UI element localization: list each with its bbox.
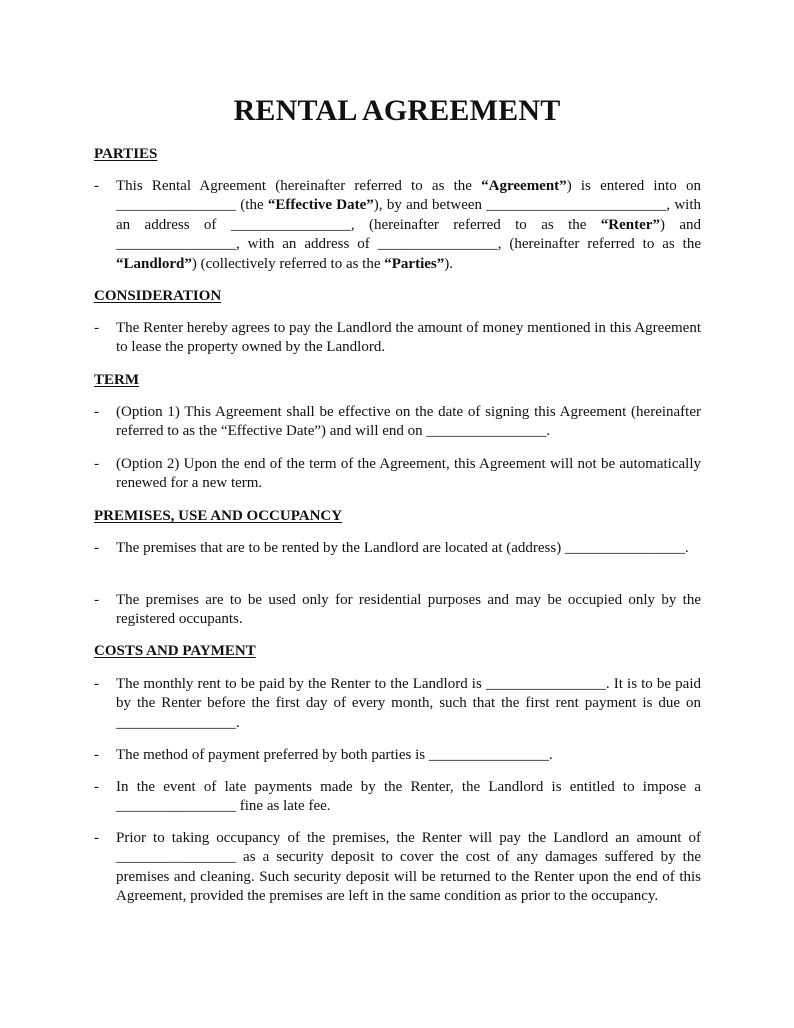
list-item-payment-method: [94, 746, 701, 765]
blank-line: ________________: [377, 236, 498, 253]
payment-method-paragraph: The method of payment preferred by both parties is ________________.: [116, 747, 553, 763]
bullet-dash: -: [94, 830, 99, 846]
list-item-term-option-2: [94, 455, 701, 494]
blank-line: ________________: [116, 849, 236, 866]
section-heading-premises: PREMISES, USE AND OCCUPANCY: [94, 508, 343, 524]
blank-line: ________________: [116, 197, 236, 214]
bullet-dash: -: [94, 592, 99, 608]
term-option-1-paragraph: (Option 1) This Agreement shall be effective on the date of signing this Agreement (hereinafter referred to as the “Effective Date”) and will end on ________________.: [116, 404, 701, 440]
bullet-dash: -: [94, 404, 99, 420]
bullet-dash: -: [94, 540, 99, 556]
section-heading-term: TERM: [94, 372, 139, 388]
list-item-parties: [94, 177, 701, 274]
list-item-premises-location: [94, 539, 701, 558]
blank-line: ________________: [116, 798, 236, 815]
list-item-premises-use: [94, 591, 701, 630]
list-item-security-deposit: [94, 829, 701, 907]
blank-line: ________________: [485, 676, 606, 692]
bullet-dash: -: [94, 456, 99, 472]
list-item-consideration: [94, 319, 701, 358]
security-deposit-paragraph: Prior to taking occupancy of the premises, the Renter will pay the Landlord an amount of ________________ as a security deposit to cover the cost of any damages suffered by the premises and cleaning. Such security deposit will be returned to the Renter upon the end of this Agreement, provided the premises are left in the same condition as prior to the occupancy.: [116, 830, 701, 905]
bullet-dash: -: [94, 320, 99, 336]
list-item-term-option-1: [94, 403, 701, 442]
blank-line: ________________________: [486, 197, 667, 214]
bullet-dash: -: [94, 676, 99, 692]
blank-line: ________________: [428, 747, 549, 763]
list-item-monthly-rent: [94, 675, 701, 733]
blank-line: ________________: [564, 540, 685, 556]
blank-line: ________________: [426, 423, 547, 440]
document-title: RENTAL AGREEMENT: [233, 94, 561, 127]
section-heading-consideration: CONSIDERATION: [94, 288, 222, 304]
blank-line: ________________: [116, 236, 236, 253]
late-fee-paragraph: In the event of late payments made by the Renter, the Landlord is entitled to impose a ________________ fine as late fee.: [116, 779, 701, 815]
bullet-dash: -: [94, 779, 99, 795]
premises-location-paragraph: The premises that are to be rented by the Landlord are located at (address) ________________.: [116, 540, 689, 556]
section-heading-parties: PARTIES: [94, 146, 158, 162]
bullet-dash: -: [94, 178, 99, 194]
blank-line: ________________: [230, 216, 351, 233]
list-item-late-fee: [94, 778, 701, 817]
term-option-2-paragraph: (Option 2) Upon the end of the term of the Agreement, this Agreement will not be automatically renewed for a new term.: [116, 456, 701, 492]
parties-paragraph: This Rental Agreement (hereinafter referred to as the “Agreement”) is entered into on ________________ (the “Effective Date”), by and between ________________________, with an address of ________________, (hereinafter referred to as the “Renter”) and ________________, with an address of ________________, (hereinafter referred to as the “Landlord”) (collectively referred to as the “Parties”).: [116, 178, 702, 272]
blank-line: ________________: [116, 714, 236, 731]
monthly-rent-paragraph: The monthly rent to be paid by the Renter to the Landlord is ________________. It is to be paid by the Renter before the first day of every month, such that the first rent payment is due on ________________.: [116, 676, 701, 731]
premises-use-paragraph: The premises are to be used only for residential purposes and may be occupied only by the registered occupants.: [116, 592, 701, 628]
section-heading-costs: COSTS AND PAYMENT: [94, 643, 256, 659]
bullet-dash: -: [94, 747, 99, 763]
consideration-paragraph: The Renter hereby agrees to pay the Landlord the amount of money mentioned in this Agreement to lease the property owned by the Landlord.: [116, 320, 701, 356]
